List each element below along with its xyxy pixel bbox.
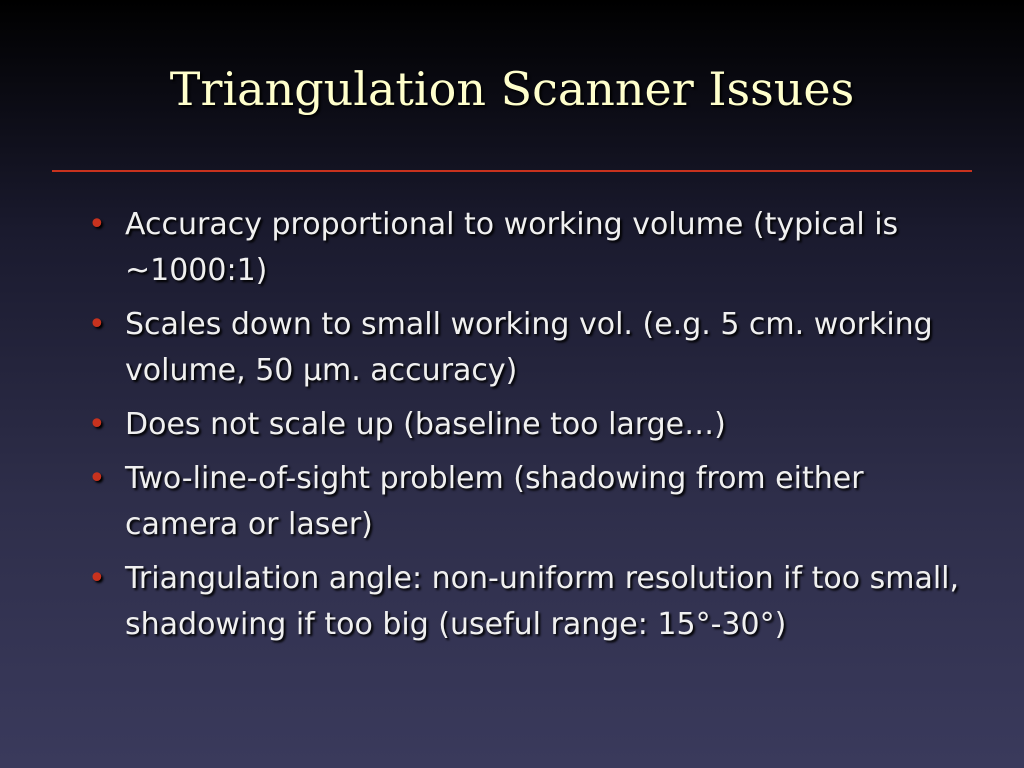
bullet-item-5 [88,556,968,648]
bullet-item-4 [88,456,968,548]
bullet-item-2 [88,302,968,394]
bullet-icon: • [88,407,106,442]
bullet-icon: • [88,207,106,242]
bullet-icon: • [88,561,106,596]
bullet-text: Triangulation angle: non-uniform resolution if too small, shadowing if too big (useful range: 15°-30°) [125,561,960,642]
bullet-icon: • [88,307,106,342]
slide-title: Triangulation Scanner Issues [169,62,855,116]
bullet-icon: • [88,461,106,496]
bullet-text: Accuracy proportional to working volume (typical is ~1000:1) [125,207,899,288]
bullet-text: Two-line-of-sight problem (shadowing from either camera or laser) [125,461,864,542]
bullet-list [88,202,968,656]
bullet-item-3 [88,402,968,448]
bullet-text: Does not scale up (baseline too large…) [125,407,726,442]
bullet-text: Scales down to small working vol. (e.g. 5 cm. working volume, 50 µm. accuracy) [125,307,933,388]
bullet-item-1 [88,202,968,294]
title-divider [52,170,972,172]
